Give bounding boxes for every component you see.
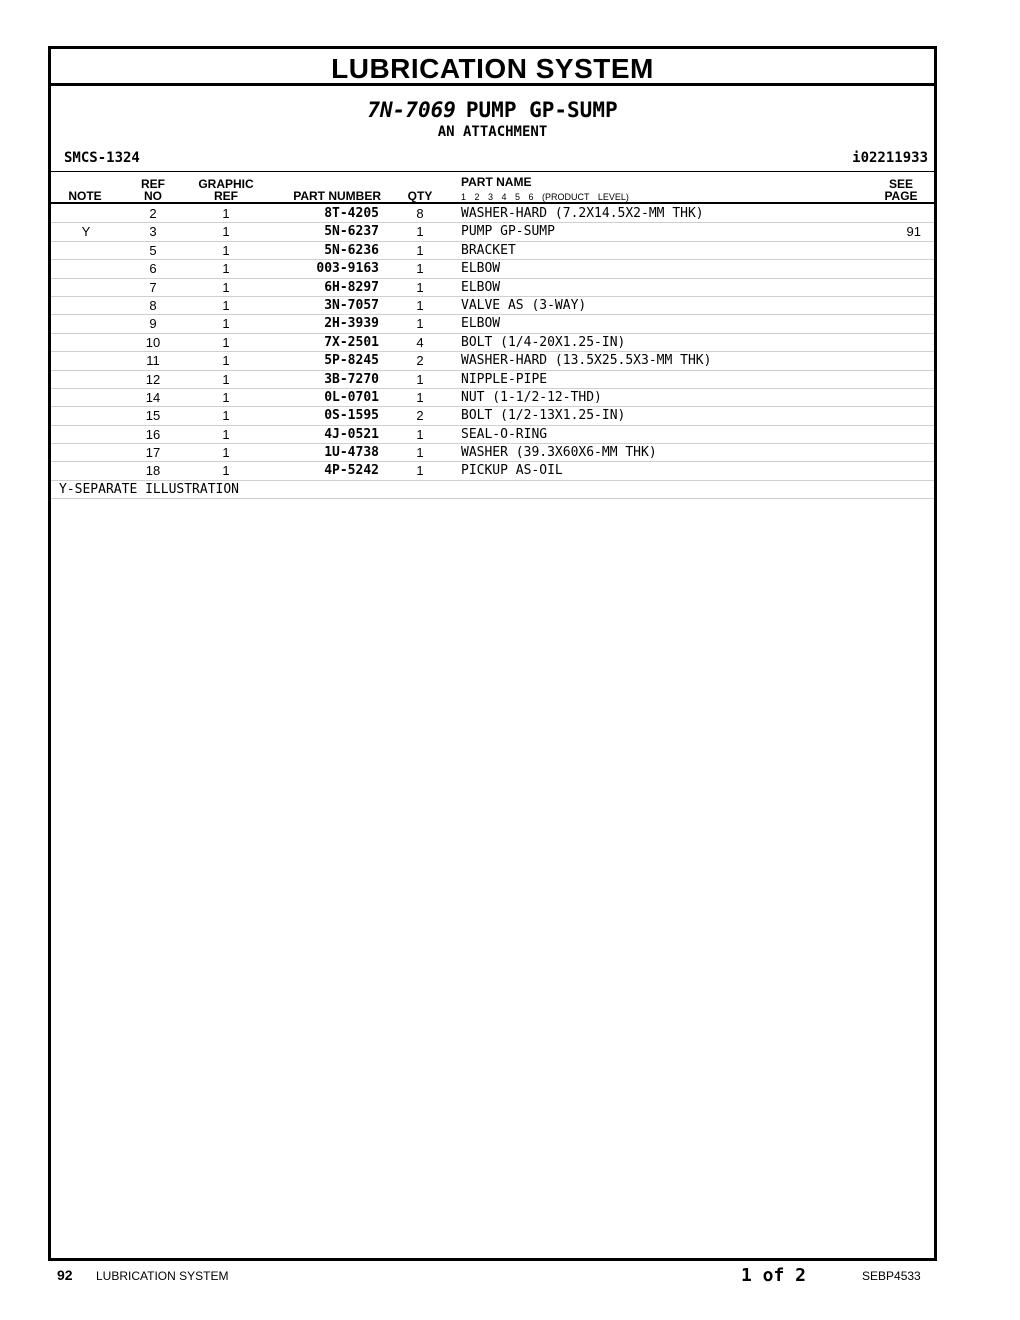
graphic-ref-cell: 1 [222,297,230,313]
part-name-cell: ELBOW [461,316,501,332]
part-number-cell: 7X-2501 [324,334,379,350]
header-note: NOTE [68,189,102,203]
header-top-rule [51,171,934,172]
header-see-bottom: PAGE [884,189,918,203]
part-number-cell: 0L-0701 [324,389,379,405]
table-row [51,205,934,223]
part-name-cell: WASHER-HARD (7.2X14.5X2-MM THK) [461,206,704,221]
part-number-cell: 5P-8245 [324,353,379,369]
graphic-ref-cell: 1 [222,371,230,387]
group-part-number: 7N-7069 [367,98,456,122]
header-product-level: 1 2 3 4 5 6 (PRODUCT LEVEL) [461,192,629,202]
group-title [51,97,934,123]
part-name-cell: ELBOW [461,279,501,295]
graphic-ref-cell: 1 [222,316,230,332]
footer-doc-id: SEBP4533 [862,1269,921,1283]
qty-cell: 4 [416,334,424,350]
qty-cell: 1 [416,224,424,240]
table-row [51,444,934,462]
part-name-cell: VALVE AS (3-WAY) [461,297,587,313]
qty-cell: 1 [416,316,424,332]
ref-no-cell: 12 [145,371,161,387]
header-see-top: SEE [888,177,913,191]
table-row [51,315,934,333]
ref-no-cell: 15 [145,408,161,424]
table-row [51,371,934,389]
table-row [51,242,934,260]
part-number-cell: 4J-0521 [324,426,379,442]
table-row [51,334,934,352]
ref-no-cell: 6 [149,261,157,277]
ref-no-cell: 14 [145,389,161,405]
graphic-ref-cell: 1 [222,279,230,295]
part-number-cell: 6H-8297 [324,279,379,295]
qty-cell: 1 [416,389,424,405]
footer-page-of: 1 of 2 [741,1265,807,1286]
ref-no-cell: 3 [149,224,157,240]
header-graphic-ref-top: GRAPHIC [198,177,254,191]
note-cell: Y [81,224,91,240]
part-name-cell: BOLT (1/4-20X1.25-IN) [461,334,626,350]
part-name-cell: NUT (1-1/2-12-THD) [461,389,602,405]
part-number-cell: 3N-7057 [324,297,379,313]
qty-cell: 1 [416,426,424,442]
part-name-cell: BRACKET [461,242,516,258]
part-name-cell: NIPPLE-PIPE [461,371,548,387]
part-name-cell: BOLT (1/2-13X1.25-IN) [461,408,626,424]
header-qty: QTY [407,189,433,203]
table-row [51,462,934,480]
separate-illustration-note: Y-SEPARATE ILLUSTRATION [51,481,934,499]
qty-cell: 1 [416,279,424,295]
table-row [51,426,934,444]
qty-cell: 8 [416,206,424,221]
graphic-ref-cell: 1 [222,261,230,277]
table-row [51,279,934,297]
ref-no-cell: 17 [145,445,161,461]
ref-no-cell: 2 [149,206,157,221]
footer-section-label: LUBRICATION SYSTEM [96,1269,229,1283]
header-graphic-ref-bottom: REF [214,189,238,203]
group-subtitle: AN ATTACHMENT [437,124,548,140]
part-name-cell: PUMP GP-SUMP [461,224,555,240]
qty-cell: 1 [416,445,424,461]
table-row [51,407,934,425]
header-bottom-rule [51,202,934,204]
part-name-cell: WASHER (39.3X60X6-MM THK) [461,445,657,461]
part-number-cell: 1U-4738 [324,445,379,461]
part-number-cell: 2H-3939 [324,316,379,332]
graphic-ref-cell: 1 [222,353,230,369]
graphic-ref-cell: 1 [222,445,230,461]
ref-no-cell: 7 [149,279,157,295]
ref-no-cell: 10 [145,334,161,350]
table-row [51,389,934,407]
header-part-number: PART NUMBER [293,189,381,203]
qty-cell: 1 [416,242,424,258]
table-row [51,297,934,315]
part-name-cell: PICKUP AS-OIL [461,463,563,479]
illustration-id: i02211933 [852,150,928,166]
ref-no-cell: 9 [149,316,157,332]
table-row [51,260,934,278]
part-number-cell: 5N-6237 [324,224,379,240]
graphic-ref-cell: 1 [222,206,230,221]
ref-no-cell: 18 [145,463,161,479]
graphic-ref-cell: 1 [222,463,230,479]
part-number-cell: 0S-1595 [324,408,379,424]
qty-cell: 1 [416,297,424,313]
part-number-cell: 4P-5242 [324,463,379,479]
graphic-ref-cell: 1 [222,389,230,405]
part-name-cell: SEAL-O-RING [461,426,548,442]
part-number-cell: 5N-6236 [324,242,379,258]
group-name: PUMP GP-SUMP [465,98,618,122]
parts-page-frame [48,46,937,1261]
qty-cell: 1 [416,371,424,387]
graphic-ref-cell: 1 [222,224,230,240]
ref-no-cell: 5 [149,242,157,258]
section-title: LUBRICATION SYSTEM [51,49,934,86]
ref-no-cell: 16 [145,426,161,442]
qty-cell: 1 [416,463,424,479]
qty-cell: 1 [416,261,424,277]
part-name-cell: ELBOW [461,261,501,277]
graphic-ref-cell: 1 [222,334,230,350]
smcs-code: SMCS-1324 [64,150,140,166]
graphic-ref-cell: 1 [222,426,230,442]
part-number-cell: 3B-7270 [324,371,379,387]
header-part-name: PART NAME [461,175,532,189]
qty-cell: 2 [416,408,424,424]
ref-no-cell: 8 [149,297,157,313]
header-ref-bottom: NO [144,189,162,203]
header-ref-top: REF [141,177,165,191]
table-row [51,223,934,241]
graphic-ref-cell: 1 [222,242,230,258]
part-name-cell: WASHER-HARD (13.5X25.5X3-MM THK) [461,353,712,369]
ref-no-cell: 11 [146,353,160,369]
see-page-cell: 91 [906,224,921,240]
parts-table [51,205,934,499]
part-number-cell: 003-9163 [316,261,379,277]
table-row [51,352,934,370]
graphic-ref-cell: 1 [222,408,230,424]
qty-cell: 2 [416,353,424,369]
footer-page-number: 92 [57,1267,73,1283]
part-number-cell: 8T-4205 [324,206,379,221]
